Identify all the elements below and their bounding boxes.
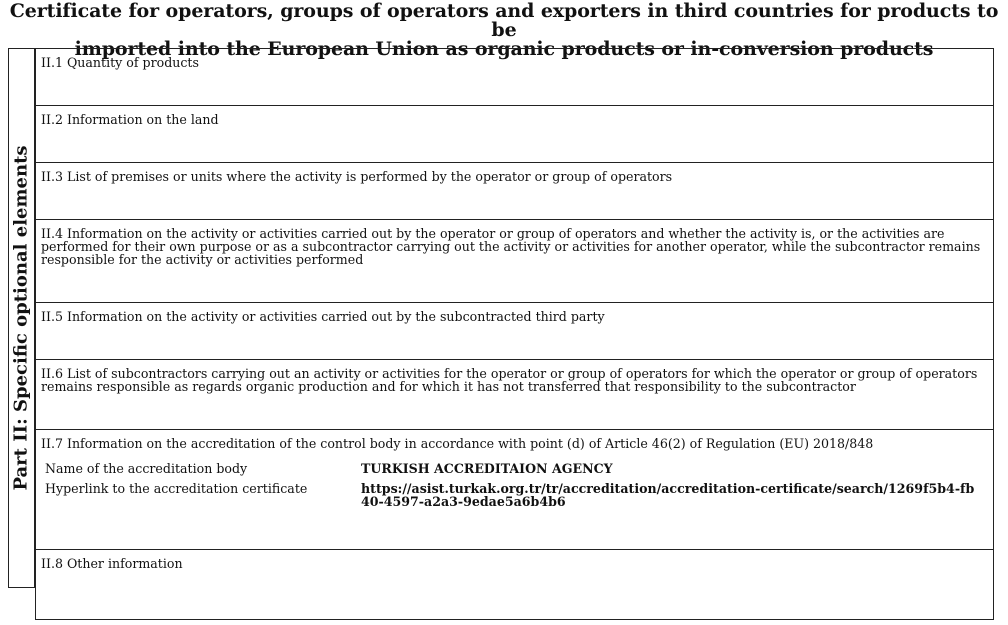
part-label: Part II: Specific optional elements [10,145,32,491]
section-quantity [36,49,993,106]
section-label: II.8 Other information [41,556,183,571]
section-accreditation [36,430,993,550]
section-other-information [36,550,993,619]
accreditation-link-label: Hyperlink to the accreditation certificate [45,481,308,496]
accreditation-certificate-link[interactable]: https://asist.turkak.org.tr/tr/accreditation/accreditation-certificate/search/1269f5b4-fb40-4597-a2a3-9edae5a6b4b6 [361,481,975,509]
section-label: II.1 Quantity of products [41,55,199,70]
section-label: II.7 Information on the accreditation of the control body in accordance with point (d) of Article 46(2) of Regulation (EU) 2018/848 [41,436,874,451]
section-label: II.5 Information on the activity or activities carried out by the subcontracted third party [41,309,605,324]
sections-table [35,48,994,620]
accreditation-body-value: TURKISH ACCREDITAION AGENCY [361,461,613,476]
accreditation-body-label: Name of the accreditation body [45,461,248,476]
section-premises [36,163,993,220]
section-activities [36,220,993,303]
section-label: II.6 List of subcontractors carrying out an activity or activities for the operator or group of operators for which the operator or group of operators remains responsible as regards organic production and for which it has not transferred that responsibility to the subcontractor [41,366,978,394]
title-line-2: imported into the European Union as organic products or in-conversion products [74,38,934,60]
section-label: II.4 Information on the activity or activities carried out by the operator or group of operators and whether the activity is, or the activities are performed for their own purpose or as a subcontractor carrying out the activity or activities for another operator, while the subcontractor remains responsible for the activity or activities performed [41,226,981,267]
section-label: II.3 List of premises or units where the activity is performed by the operator or group of operators [41,169,673,184]
section-subcontracted-activities [36,303,993,360]
section-label: II.2 Information on the land [41,112,219,127]
section-land [36,106,993,163]
title-line-1: Certificate for operators, groups of operators and exporters in third countries for products to be [9,0,999,41]
section-subcontractors [36,360,993,430]
